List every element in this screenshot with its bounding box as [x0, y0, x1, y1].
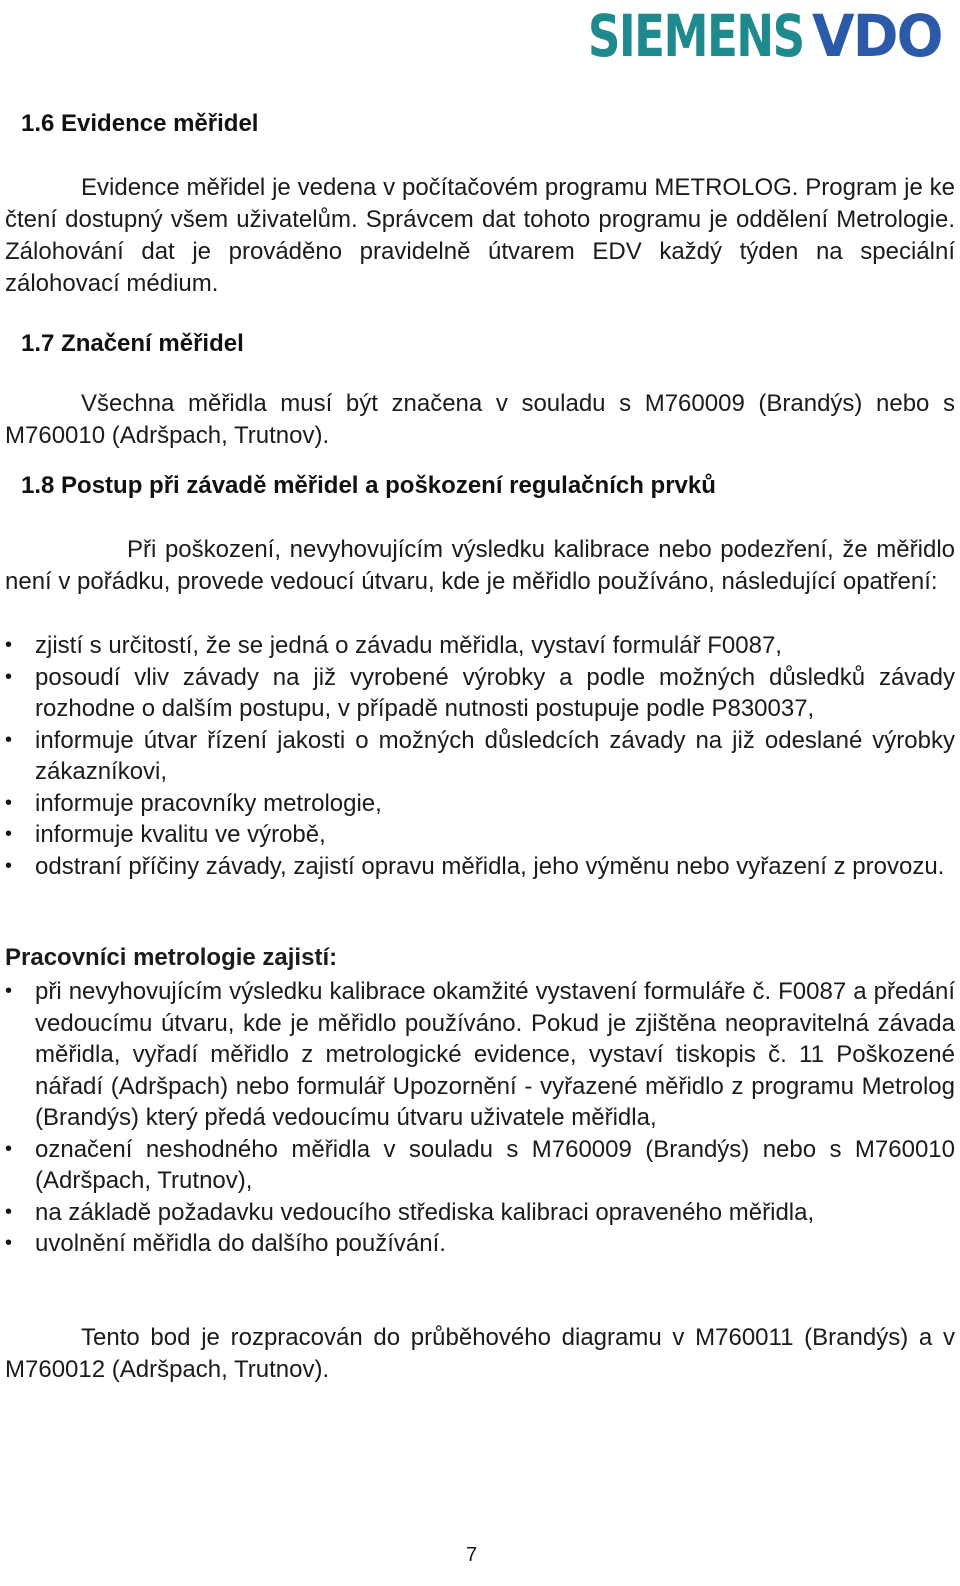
list-item: • informuje pracovníky metrologie,	[5, 788, 955, 820]
metrology-heading: Pracovníci metrologie zajistí:	[5, 944, 338, 971]
section-1-7-heading: 1.7 Značení měřidel	[21, 330, 244, 357]
list-item: • označení neshodného měřidla v souladu s M760009 (Brandýs) nebo s M760010 (Adršpach, Trutnov),	[5, 1134, 955, 1197]
list-item: • zjistí s určitostí, že se jedná o závadu měřidla, vystaví formulář F0087,	[5, 630, 955, 662]
logo-vdo: VDO	[811, 2, 942, 70]
list-item: • informuje kvalitu ve výrobě,	[5, 819, 955, 851]
page-number: 7	[466, 1544, 478, 1566]
section-1-7-text: Všechna měřidla musí být značena v souladu s M760009 (Brandýs) nebo s M760010 (Adršpach, Trutnov).	[5, 390, 955, 449]
section-1-8-heading: 1.8 Postup při závadě měřidel a poškození regulačních prvků	[21, 472, 716, 499]
siemens-vdo-logo	[527, 4, 948, 68]
section-1-8-list	[5, 630, 955, 882]
list-item: • informuje útvar řízení jakosti o možných důsledcích závady na již odeslané výrobky zákazníkovi,	[5, 725, 955, 788]
list-item: • na základě požadavku vedoucího střediska kalibraci opraveného měřidla,	[5, 1197, 955, 1229]
list-item: • posoudí vliv závady na již vyrobené výrobky a podle možných důsledků závady rozhodne o dalším postupu, v případě nutnosti postupuje podle P830037,	[5, 662, 955, 725]
list-item: • při nevyhovujícím výsledku kalibrace okamžité vystavení formuláře č. F0087 a předání vedoucímu útvaru, kde je měřidlo používáno. Pokud je zjištěna neopravitelná závada měřidla, vyřadí měřidlo z metrologické evidence, vystaví tiskopis č. 11 Poškozené nářadí (Adršpach) nebo formulář Upozornění - vyřazené měřidlo z programu Metrolog (Brandýs) který předá vedoucímu útvaru uživatele měřidla,	[5, 976, 955, 1134]
section-1-8-intro: Při poškození, nevyhovujícím výsledku kalibrace nebo podezření, že měřidlo není v pořádku, provede vedoucí útvaru, kde je měřidlo používáno, následující opatření:	[5, 536, 955, 595]
logo-siemens: SIEMENS	[587, 2, 804, 70]
list-item: • odstraní příčiny závady, zajistí opravu měřidla, jeho výměnu nebo vyřazení z provozu.	[5, 851, 955, 883]
section-1-6-text: Evidence měřidel je vedena v počítačovém programu METROLOG. Program je ke čtení dostupný všem uživatelům. Správcem dat tohoto programu je oddělení Metrologie. Zálohování dat je prováděno pravidelně útvarem EDV každý týden na speciální zálohovací médium.	[5, 174, 955, 297]
closing-text: Tento bod je rozpracován do průběhového diagramu v M760011 (Brandýs) a v M760012 (Adršpach, Trutnov).	[5, 1324, 955, 1383]
section-1-6-heading: 1.6 Evidence měřidel	[21, 110, 259, 137]
metrology-list	[5, 976, 955, 1260]
list-item: • uvolnění měřidla do dalšího používání.	[5, 1228, 955, 1260]
